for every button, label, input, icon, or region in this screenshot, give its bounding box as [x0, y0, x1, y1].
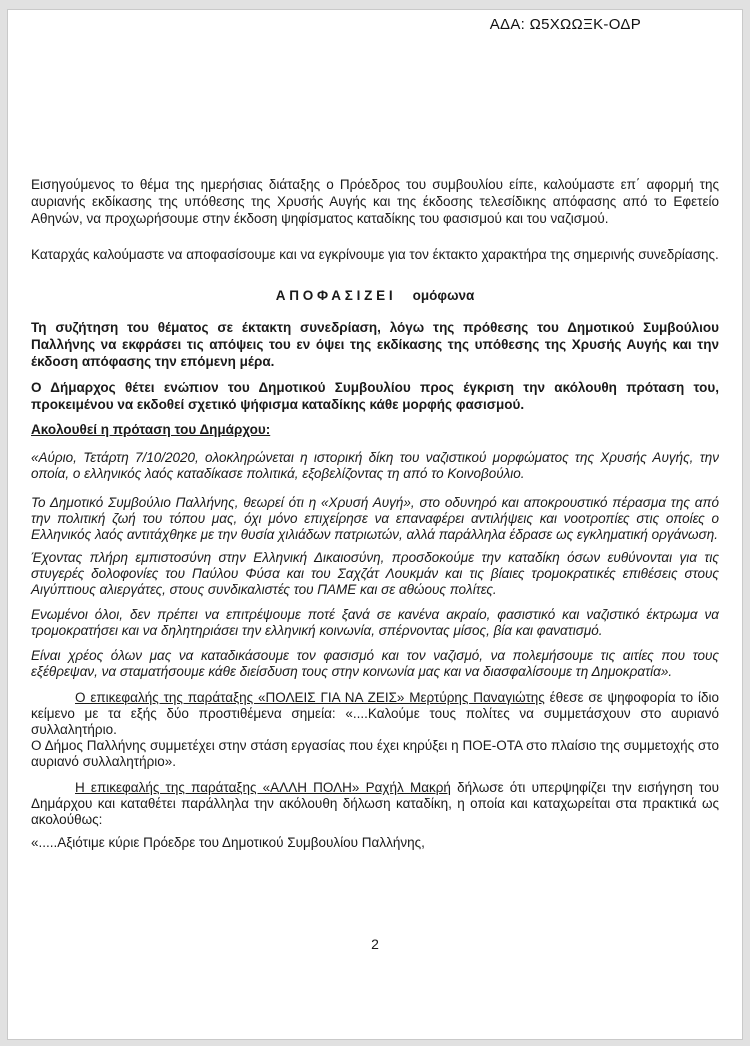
proposal-heading: Ακολουθεί η πρόταση του Δημάρχου: — [31, 422, 271, 437]
decision-heading — [31, 287, 719, 304]
makri-lead-underlined: Η επικεφαλής της παράταξης «ΑΛΛΗ ΠΟΛΗ» Ραχήλ Μακρή — [75, 780, 451, 795]
decision-heading-verb: Α Π Ο Φ Α Σ Ι Ζ Ε Ι — [275, 288, 393, 303]
paragraph-mertyris — [31, 690, 719, 770]
paragraph-decision-2: Ο Δήμαρχος θέτει ενώπιον του Δημοτικού Συμβουλίου προς έγκριση την ακόλουθη πρόταση του, προκειμένου να εκδοθεί σχετικό ψήφισμα καταδίκης κάθε μορφής φασισμού. — [31, 380, 719, 412]
paragraph-quote-1: «Αύριο, Τετάρτη 7/10/2020, ολοκληρώνεται η ιστορική δίκη του ναζιστικού μορφώματος της Χρυσής Αυγής, την οποία, ο ελληνικός λαός καταδίκασε πολιτικά, εξοβελίζοντας τη από το Κοινοβούλιο. — [31, 450, 719, 481]
paragraph-quote-2: Το Δημοτικό Συμβούλιο Παλλήνης, θεωρεί ότι η «Χρυσή Αυγή», στο οδυνηρό και αποκρουστικό πέρασμα της από την πολιτική ζωή του τόπου μας, όχι μόνο επιχείρησε να επαναφέρει αντιλήψεις και νοοτροπίες στις οποίες ο Ελληνικός λαός αντιτάχθηκε με την θυσία χιλιάδων πατριωτών, αλλά παράλληλα έδρασε ως εγκληματική οργάνωση. — [31, 495, 719, 542]
decision-heading-mode: ομόφωνα — [412, 288, 475, 303]
page-number: 2 — [371, 936, 379, 952]
paragraph-intro-1: Εισηγούμενος το θέμα της ημερήσιας διάταξης ο Πρόεδρος του συμβουλίου είπε, καλούμαστε επ΄ αφορμή της αυριανής εκδίκασης της υπόθεσης της Χρυσής Αυγής και της έκδοσης τελεσίδικης απόφασης από το Εφετείο Αθηνών, να προχωρήσουμε στην έκδοση ψηφίσματος καταδίκης του φασισμού και του ναζισμού. — [31, 177, 719, 226]
mertyris-rest: έθεσε σε ψηφοφορία το ίδιο κείμενο με τα εξής δύο προστιθέμενα σημεία: «....Καλούμε τους πολίτες να συμμετάσχουν στο αυριανό συλλαλητήριο. — [31, 690, 719, 737]
ada-code: ΑΔΑ: Ω5ΧΩΩΞΚ-ΟΔΡ — [489, 16, 641, 33]
makri-rest: δήλωσε ότι υπερψηφίζει την εισήγηση του Δημάρχου και καταθέτει παράλληλα την ακόλουθη δήλωση καταδίκη, η οποία και καταχωρείται στα πρακτικά ως ακολούθως: — [31, 780, 719, 827]
paragraph-closing-salutation: «.....Αξιότιμε κύριε Πρόεδρε του Δημοτικού Συμβουλίου Παλλήνης, — [31, 835, 425, 850]
paragraph-intro-2: Καταρχάς καλούμαστε να αποφασίσουμε και να εγκρίνουμε για τον έκτακτο χαρακτήρα της σημερινής συνεδρίασης. — [31, 247, 719, 262]
paragraph-quote-4: Ενωμένοι όλοι, δεν πρέπει να επιτρέψουμε ποτέ ξανά σε κανένα ακραίο, φασιστικό και ναζιστικό έκτρωμα να τρομοκρατήσει και να δηλητηριάσει την ελληνική κοινωνία, σπέρνοντας μίσος, βία και φανατισμό. — [31, 607, 719, 638]
paragraph-quote-5: Είναι χρέος όλων μας να καταδικάσουμε τον φασισμό και τον ναζισμό, να πολεμήσουμε τις αιτίες που τους εξέθρεψαν, να σταματήσουμε κάθε διείσδυση τους στην κοινωνία μας και να διασφαλίσουμε τη Δημοκρατία». — [31, 648, 719, 679]
document-page — [7, 9, 743, 1040]
mertyris-lead-underlined: Ο επικεφαλής της παράταξης «ΠΟΛΕΙΣ ΓΙΑ ΝΑ ΖΕΙΣ» Μερτύρης Παναγιώτης — [75, 690, 545, 705]
paragraph-makri — [31, 780, 719, 828]
paragraph-decision-1: Τη συζήτηση του θέματος σε έκτακτη συνεδρίαση, λόγω της πρόθεσης του Δημοτικού Συμβούλιου Παλλήνης να εκφράσει τις απόψεις του εν όψει της εκδίκασης της υπόθεσης της Χρυσής Αυγής και την έκδοση απόφασης την επόμενη μέρα. — [31, 320, 719, 369]
mertyris-line2: Ο Δήμος Παλλήνης συμμετέχει στην στάση εργασίας που έχει κηρύξει η ΠΟΕ-ΟΤΑ στο πλαίσιο της συμμετοχής στο αυριανό συλλαλητήριο». — [31, 738, 719, 769]
paragraph-quote-3: Έχοντας πλήρη εμπιστοσύνη στην Ελληνική Δικαιοσύνη, προσδοκούμε την καταδίκη όσων ευθύνονται για τις στυγερές δολοφονίες του Παύλου Φύσα και του Σαχζάτ Λουκμάν και τις βίαιες τρομοκρατικές επιθέσεις στους Αιγύπτιους αλιεργάτες, στους συνδικαλιστές του ΠΑΜΕ και σε αθώους πολίτες. — [31, 550, 719, 597]
